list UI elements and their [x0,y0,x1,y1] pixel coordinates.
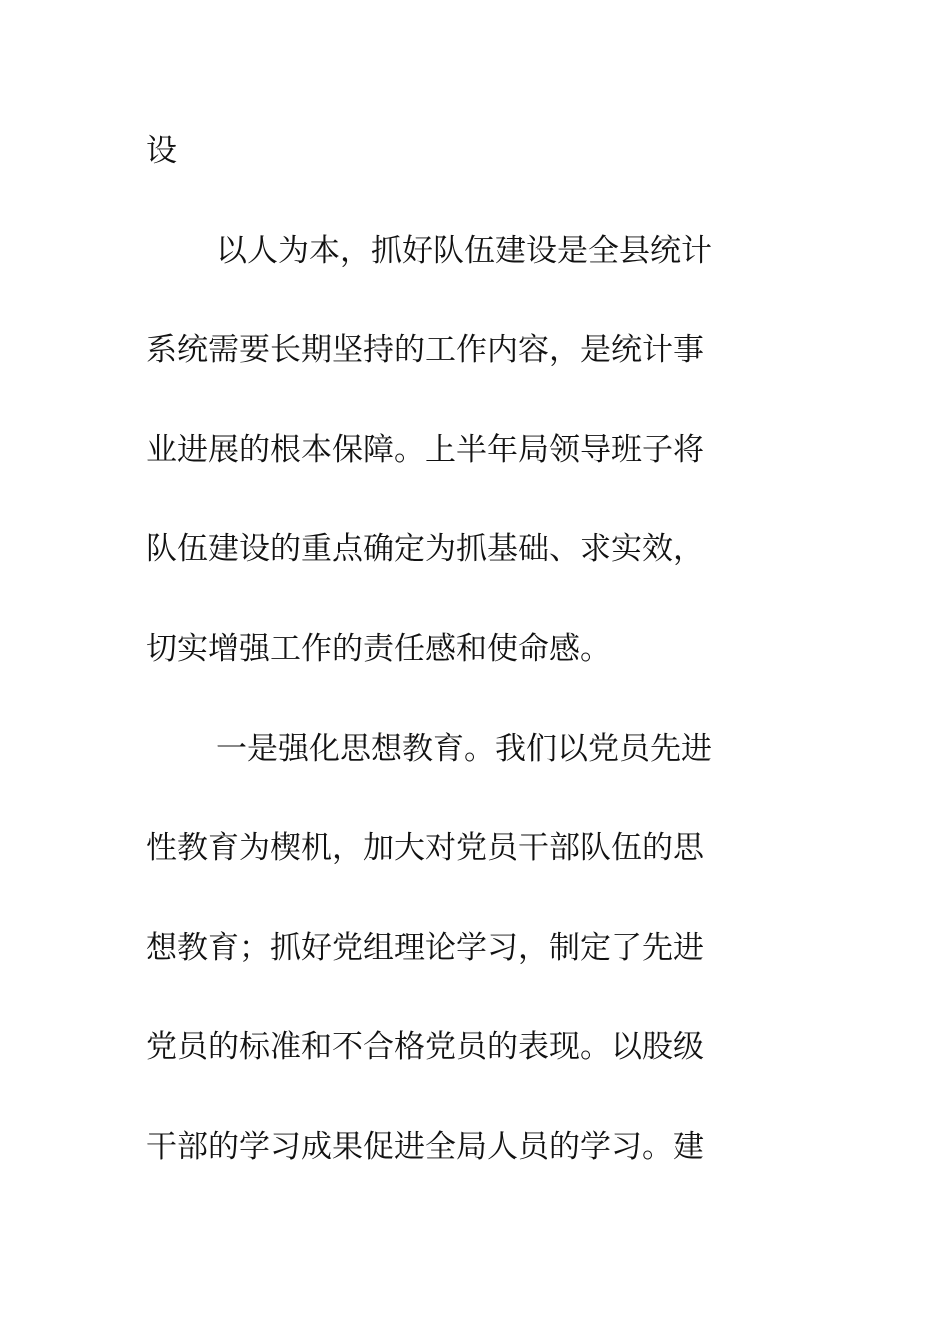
body-text [146,127,786,1173]
text-line: 系统需要长期坚持的工作内容，是统计事 [146,332,704,369]
paragraph-first-line: 以人为本，抓好队伍建设是全县统计 [216,232,712,269]
text-line: 想教育；抓好党组理论学习，制定了先进 [146,929,704,966]
text-line: 性教育为楔机，加大对党员干部队伍的思 [146,830,704,867]
text-line: 干部的学习成果促进全局人员的学习。建 [146,1128,704,1165]
text-line: 切实增强工作的责任感和使命感。 [146,630,611,667]
text-line: 业进展的根本保障。上半年局领导班子将 [146,431,704,468]
text-line: 队伍建设的重点确定为抓基础、求实效， [146,531,704,568]
text-line: 党员的标准和不合格党员的表现。以股级 [146,1029,704,1066]
text-line: 设 [146,133,177,169]
paragraph-first-line: 一是强化思想教育。我们以党员先进 [216,730,712,767]
